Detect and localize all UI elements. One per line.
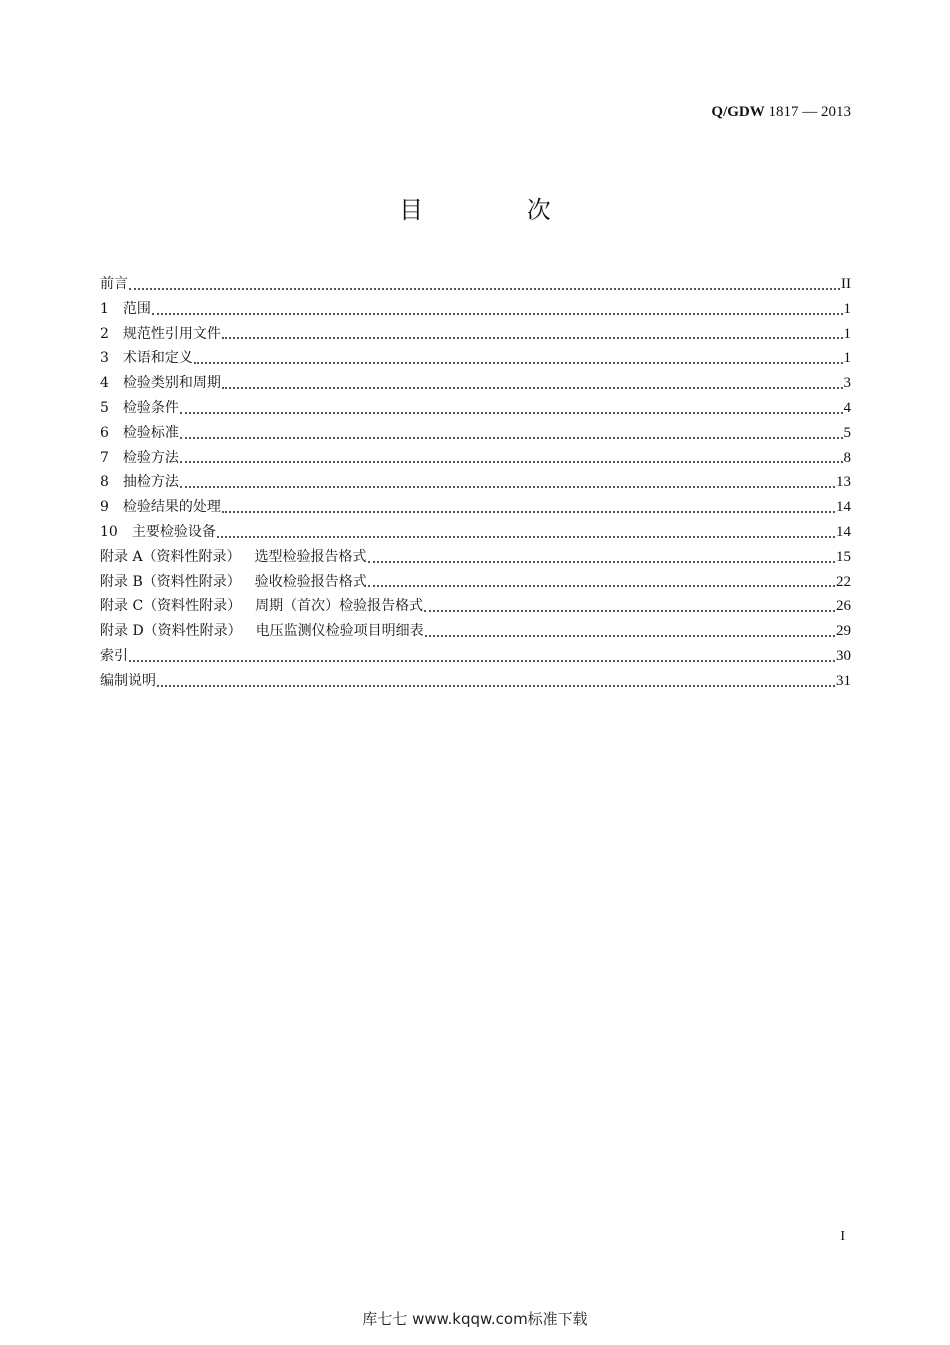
toc-entry-label: 附录 D（资料性附录） 电压监测仪检验项目明细表: [100, 619, 424, 644]
toc-entry-appendix-b[interactable]: [100, 570, 851, 595]
toc-entry-page: 29: [836, 623, 851, 640]
standard-number: 1817 — 2013: [768, 104, 851, 120]
standard-code: [711, 104, 851, 121]
standard-prefix: Q/GDW: [711, 104, 765, 120]
toc-entry-page: 22: [836, 573, 851, 590]
toc-entry-inspection-conditions[interactable]: [100, 396, 851, 421]
toc-entry-number: 2: [100, 325, 109, 342]
toc-entry-page: 3: [843, 375, 851, 392]
toc-entry-page: 15: [836, 548, 851, 565]
toc-entry-label: 前言: [100, 276, 128, 292]
toc-leader-dots: [425, 635, 835, 637]
toc-leader-dots: [180, 486, 835, 488]
toc-leader-dots: [157, 685, 835, 687]
toc-leader-dots: [368, 585, 835, 587]
toc-entry-inspection-standards[interactable]: [100, 421, 851, 446]
toc-entry-label: 4 检验类别和周期: [100, 371, 221, 396]
toc-entry-label: 3 术语和定义: [100, 346, 193, 371]
toc-entry-label: 索引: [100, 647, 128, 664]
toc-leader-dots: [180, 437, 843, 439]
toc-entry-page: 26: [836, 598, 851, 615]
toc-entry-appendix-d[interactable]: [100, 619, 851, 644]
toc-entry-page: 4: [843, 399, 851, 416]
footer-watermark: 库七七 www.kqqw.com标准下载: [362, 1310, 588, 1328]
toc-entry-number: 9: [100, 499, 109, 516]
toc-entry-label: 9 检验结果的处理: [100, 495, 221, 520]
toc-entry-appendix-c[interactable]: [100, 594, 851, 619]
toc-entry-label: 附录 B（资料性附录） 验收检验报告格式: [100, 570, 367, 595]
toc-entry-number: 1: [100, 300, 109, 317]
toc-leader-dots: [222, 511, 835, 513]
toc-entry-number: 8: [100, 474, 109, 491]
toc-entry-page: 14: [836, 499, 851, 516]
toc-entry-number: 7: [100, 449, 109, 466]
toc-leader-dots: [129, 660, 835, 662]
toc-leader-dots: [222, 337, 843, 339]
toc-entry-page: 1: [843, 350, 851, 367]
toc-entry-index[interactable]: [100, 644, 851, 669]
toc-entry-page: 13: [836, 474, 851, 491]
toc-entry-label: 10 主要检验设备: [100, 520, 216, 545]
toc-appendix-designation: 附录 B（资料性附录）: [100, 573, 241, 590]
toc-entry-page: 1: [843, 325, 851, 342]
toc-entry-terms-definitions[interactable]: [100, 346, 851, 371]
toc-entry-label: 1 范围: [100, 297, 151, 322]
toc-entry-page: 1: [843, 300, 851, 317]
toc-entry-page: 31: [836, 672, 851, 689]
toc-appendix-designation: 附录 C（资料性附录）: [100, 598, 242, 615]
toc-entry-label: 2 规范性引用文件: [100, 322, 221, 347]
toc-title: 目 次: [399, 196, 599, 224]
toc-entry-page: 8: [843, 449, 851, 466]
toc-entry-result-handling[interactable]: [100, 495, 851, 520]
toc-entry-label: 6 检验标准: [100, 421, 179, 446]
toc-leader-dots: [424, 610, 835, 612]
page-number: I: [840, 1229, 845, 1244]
toc-leader-dots: [194, 362, 843, 364]
toc-entry-explanatory-notes[interactable]: [100, 669, 851, 694]
toc-entry-number: 4: [100, 375, 109, 392]
toc-entry-main-equipment[interactable]: [100, 520, 851, 545]
toc-entry-inspection-methods[interactable]: [100, 446, 851, 471]
toc-entry-label: 7 检验方法: [100, 446, 179, 471]
toc-entry-sampling-methods[interactable]: [100, 470, 851, 495]
toc-entry-number: 3: [100, 350, 109, 367]
toc-entry-number: 10: [100, 523, 118, 540]
toc-entry-label: 5 检验条件: [100, 396, 179, 421]
toc-entry-number: 5: [100, 399, 109, 416]
toc-entry-page: 30: [836, 647, 851, 664]
toc-leader-dots: [129, 288, 840, 290]
toc-leader-dots: [217, 536, 835, 538]
toc-leader-dots: [368, 561, 835, 563]
toc-entry-foreword[interactable]: [100, 272, 851, 297]
toc-entry-label: 附录 C（资料性附录） 周期（首次）检验报告格式: [100, 594, 423, 619]
toc-leader-dots: [180, 412, 843, 414]
toc-entry-label: 编制说明: [100, 672, 156, 689]
toc-entry-label: 附录 A（资料性附录） 选型检验报告格式: [100, 545, 367, 570]
toc-entry-label: 8 抽检方法: [100, 470, 179, 495]
toc-entry-page: 14: [836, 523, 851, 540]
toc-leader-dots: [152, 313, 843, 315]
toc-leader-dots: [180, 461, 843, 463]
toc-entry-inspection-categories[interactable]: [100, 371, 851, 396]
toc-appendix-designation: 附录 D（资料性附录）: [100, 623, 242, 640]
toc-entry-page: 5: [843, 424, 851, 441]
toc-entry-page: II: [841, 276, 851, 292]
toc-appendix-designation: 附录 A（资料性附录）: [100, 548, 241, 565]
toc-leader-dots: [222, 387, 843, 389]
toc-entry-number: 6: [100, 424, 109, 441]
table-of-contents: [100, 272, 851, 694]
toc-entry-scope[interactable]: [100, 297, 851, 322]
toc-entry-appendix-a[interactable]: [100, 545, 851, 570]
toc-entry-normative-references[interactable]: [100, 322, 851, 347]
